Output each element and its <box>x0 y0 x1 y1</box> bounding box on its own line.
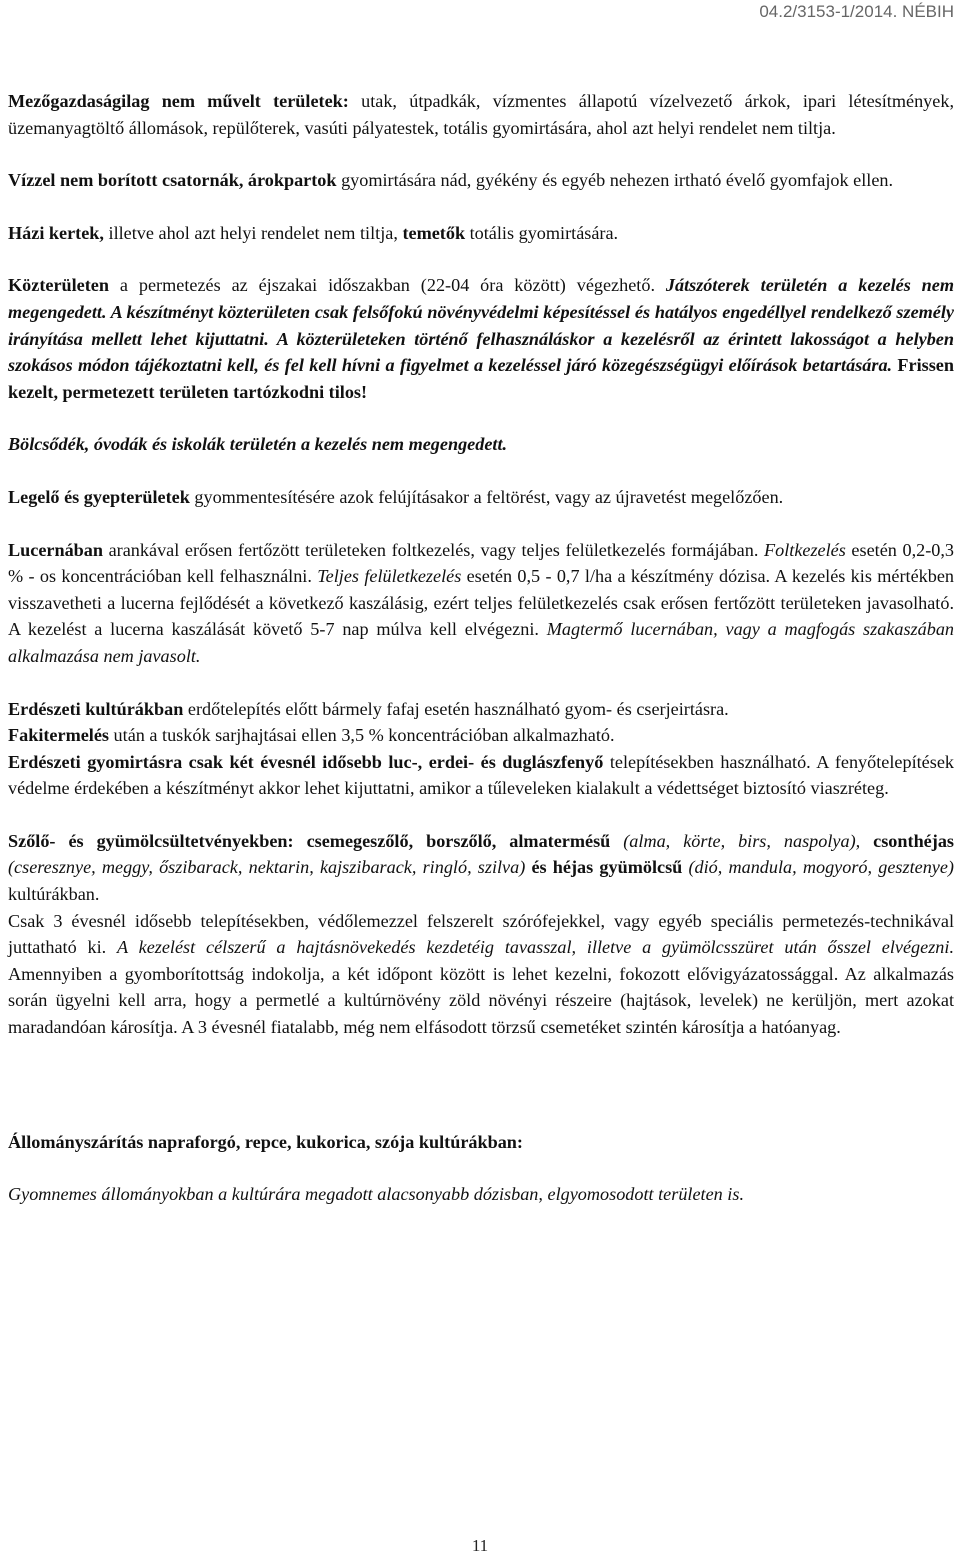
text-segment: arankával erősen fertőzött területeken foltkezelés, vagy teljes felületkezelés formájában. <box>103 539 765 560</box>
term-full-surface-treatment: Teljes felületkezelés <box>317 566 462 587</box>
document-reference: 04.2/3153-1/2014. NÉBIH <box>759 2 954 21</box>
term-lucerne: Lucernában <box>8 539 103 560</box>
text-segment: után a tuskók sarjhajtásai ellen 3,5 % koncentrációban alkalmazható. <box>109 725 615 746</box>
paragraph-public-areas <box>8 272 954 405</box>
paragraph-forestry-cultures <box>8 696 954 723</box>
term-forestry-cultures: Erdészeti kultúrákban <box>8 698 184 719</box>
text-segment: utak, útpadkák, vízmentes állapotú vízelvezető árkok, ipari létesítmények, üzemanyagtöltő állomások, repülőterek, vasúti pályatestek, totális gyomirtására, ahol azt helyi rendelet nem tiltja. <box>8 91 954 138</box>
paragraph-logging <box>8 722 954 749</box>
text-segment: gyomirtására nád, gyékény és egyéb nehezen irtható évelő gyomfajok ellen. <box>336 170 894 191</box>
list-nut-fruits: (dió, mandula, mogyoró, gesztenye) <box>682 857 954 878</box>
text-segment: illetve ahol azt helyi rendelet nem tiltja, <box>103 222 403 243</box>
text-segment: telepítésekben használható. A fenyőtelepítések védelme érdekében a készítményt akkor lehet kijuttatni, amikor a tűleveleken kialakult a védettséget biztosító viaszréteg. <box>8 751 954 799</box>
term-vineyards-orchards: Szőlő- és gyümölcsültetvényekben: csemegeszőlő, borszőlő, almatermésű <box>8 830 611 851</box>
text-segment: kultúrákban. <box>8 884 100 905</box>
paragraph-canals <box>8 167 954 194</box>
term-pastures: Legelő és gyepterületek <box>8 486 190 507</box>
term-public-areas: Közterületen <box>8 275 109 296</box>
note-desiccation: Gyomnemes állományokban a kultúrára megadott alacsonyabb dózisban, elgyomosodott területen is. <box>8 1184 744 1205</box>
term-home-gardens: Házi kertek, <box>8 222 104 243</box>
term-non-agricultural-areas: Mezőgazdaságilag nem művelt területek: <box>8 91 349 111</box>
paragraph-non-agricultural <box>8 88 954 141</box>
text-segment: Amennyiben a gyomborítottság indokolja, a két időpont között is lehet kezelni, fokozott elővigyázatossággal. Az alkalmazás során ügyelni kell arra, hogy a permetlé a kultúrnövény zöld növényi részeire (hajtások, levelek) ne kerüljön, mert azokat maradandóan károsítja. A 3 évesnél fiatalabb, még nem elfásodott törzsű csemetéket szintén károsítja a hatóanyag. <box>8 963 954 1038</box>
note-timing: A kezelést célszerű a hajtásnövekedés kezdetéig tavasszal, illetve a gyümölcsszüret után ősszel elvégezni. <box>117 937 954 958</box>
document-body <box>8 88 954 1208</box>
warning-nurseries-schools: Bölcsődék, óvodák és iskolák területén a kezelés nem megengedett. <box>8 434 508 455</box>
term-cemeteries: temetők <box>402 222 466 243</box>
term-canals: Vízzel nem borított csatornák, árokpartok <box>8 170 337 191</box>
paragraph-lucerne <box>8 537 954 670</box>
term-nut-fruits: és héjas gyümölcsű <box>525 857 683 878</box>
text-segment: esetén 0,2-0,3 % - os koncentrációban kell felhasználni. <box>8 539 955 587</box>
paragraph-orchard-application <box>8 908 954 1041</box>
term-forestry-weeding: Erdészeti gyomirtásra csak két évesnél idősebb luc-, erdei- és duglászfenyő <box>8 751 604 772</box>
paragraph-pastures <box>8 484 954 511</box>
text-segment: gyommentesítésére azok felújításakor a feltörést, vagy az újravetést megelőzően. <box>189 486 784 507</box>
page-number: 11 <box>471 1536 489 1555</box>
note-seed-lucerne: Magtermő lucernában, vagy a magfogás szakaszában alkalmazása nem javasolt. <box>8 619 955 666</box>
term-spot-treatment: Foltkezelés <box>764 539 846 560</box>
paragraph-home-gardens <box>8 220 954 247</box>
text-segment: a permetezés az éjszakai időszakban (22-04 óra között) végezhető. <box>109 275 666 296</box>
warning-treated-area: Frissen kezelt, permetezett területen tartózkodni tilos! <box>8 355 954 402</box>
paragraph-forestry-weeding <box>8 749 954 802</box>
term-stone-fruits: csonthéjas <box>860 830 954 851</box>
paragraph-nurseries-schools <box>8 431 954 458</box>
text-segment: esetén 0,5 - 0,7 l/ha a készítmény dózisa. A kezelés kis mértékben visszavetheti a lucerna fejlődését a következő kaszálásig, ezért teljes felületkezelés csak erősen fertőzött területeken javasolható. A kezelést a lucerna kaszálását követő 5-7 nap múlva kell elvégezni. <box>8 566 954 640</box>
term-logging: Fakitermelés <box>8 725 109 746</box>
heading-desiccation: Állományszárítás napraforgó, repce, kukorica, szója kultúrákban: <box>8 1131 523 1152</box>
list-pome-fruits: (alma, körte, birs, naspolya), <box>610 830 861 851</box>
warning-playgrounds: Játszóterek területén a kezelés nem megengedett. A készítményt közterületen csak felsőfokú növényvédelmi képesítéssel és hatályos engedéllyel rendelkező személy irányítása mellett lehet kijuttatni. A közterületeken történő felhasználáskor a kezelésről az érintett lakosságot a helyben szokásos módon tájékoztatni kell, és fel kell hívni a figyelmet a kezeléssel járó közegészségügyi előírások betartására. <box>8 275 955 376</box>
text-segment: Csak 3 évesnél idősebb telepítésekben, védőlemezzel felszerelt szórófejekkel, vagy egyéb speciális permetezés-technikával juttatható ki. <box>8 910 954 958</box>
list-stone-fruits: (cseresznye, meggy, őszibarack, nektarin, kajszibarack, ringló, szilva) <box>8 857 526 878</box>
section-heading-desiccation <box>8 1129 954 1156</box>
text-segment: erdőtelepítés előtt bármely fafaj esetén használható gyom- és cserjeirtásra. <box>183 698 729 719</box>
paragraph-desiccation <box>8 1181 954 1208</box>
text-segment: totális gyomirtására. <box>465 222 619 243</box>
paragraph-orchards-vineyards <box>8 828 954 908</box>
